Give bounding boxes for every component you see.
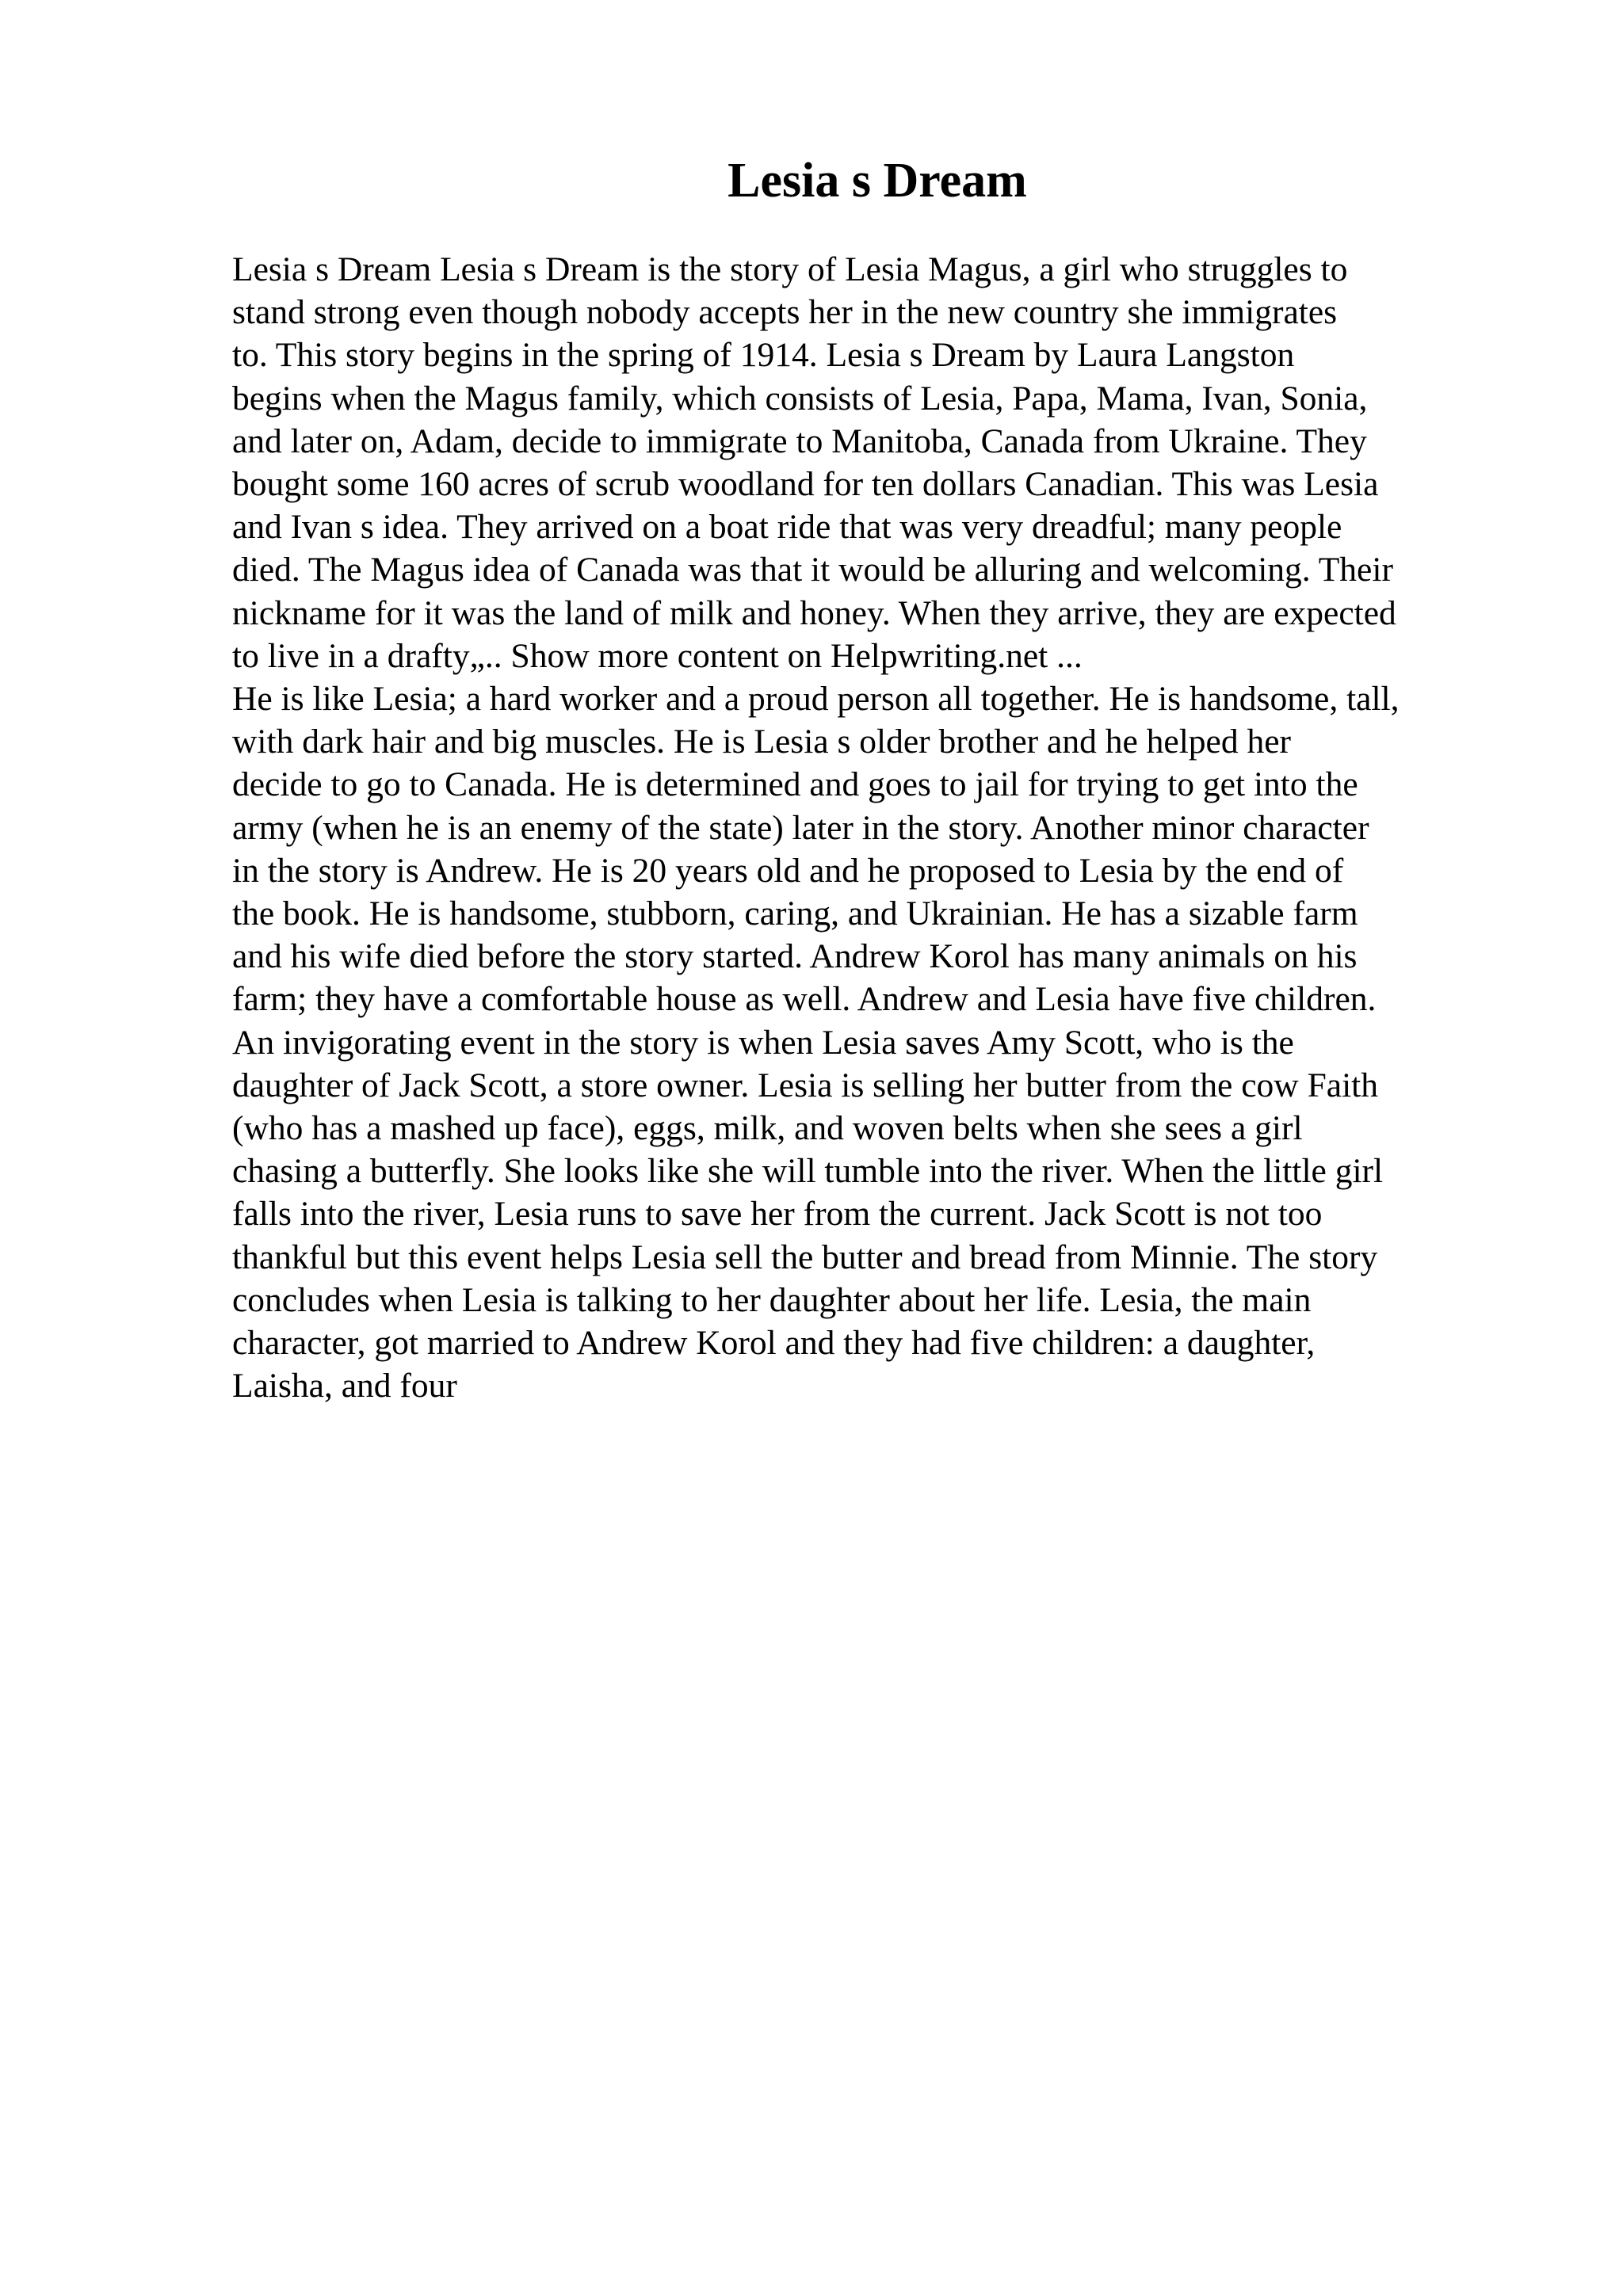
body-line: in the story is Andrew. He is 20 years old and he proposed to Lesia by the end of: [232, 851, 1344, 890]
body-line: begins when the Magus family, which consists of Lesia, Papa, Mama, Ivan, Sonia,: [232, 379, 1368, 418]
body-line: and Ivan s idea. They arrived on a boat ride that was very dreadful; many people: [232, 508, 1342, 547]
body-line: Laisha, and four: [232, 1367, 457, 1405]
body-line: army (when he is an enemy of the state) later in the story. Another minor character: [232, 808, 1369, 847]
body-line: and later on, Adam, decide to immigrate to Manitoba, Canada from Ukraine. They: [232, 421, 1367, 460]
body-line: Lesia s Dream Lesia s Dream is the story of Lesia Magus, a girl who struggles to: [232, 250, 1348, 288]
body-line: chasing a butterfly. She looks like she will tumble into the river. When the little girl: [232, 1152, 1384, 1191]
body-line: thankful but this event helps Lesia sell the butter and bread from Minnie. The story: [232, 1238, 1378, 1276]
body-line: nickname for it was the land of milk and honey. When they arrive, they are expected: [232, 593, 1396, 632]
body-line: and his wife died before the story started. Andrew Korol has many animals on his: [232, 937, 1358, 976]
body-line: to. This story begins in the spring of 1914. Lesia s Dream by Laura Langston: [232, 336, 1295, 375]
body-line: falls into the river, Lesia runs to save her from the current. Jack Scott is not too: [232, 1195, 1323, 1234]
body-line: concludes when Lesia is talking to her daughter about her life. Lesia, the main: [232, 1280, 1312, 1319]
body-line: the book. He is handsome, stubborn, caring, and Ukrainian. He has a sizable farm: [232, 894, 1358, 933]
body-line: character, got married to Andrew Korol and they had five children: a daughter,: [232, 1324, 1316, 1363]
body-line: daughter of Jack Scott, a store owner. Lesia is selling her butter from the cow Faith: [232, 1066, 1378, 1104]
body-line: An invigorating event in the story is when Lesia saves Amy Scott, who is the: [232, 1023, 1294, 1062]
body-line: to live in a drafty„.. Show more content on Helpwriting.net ...: [232, 636, 1083, 675]
body-line: farm; they have a comfortable house as well. Andrew and Lesia have five children.: [232, 980, 1377, 1019]
body-line: bought some 160 acres of scrub woodland for ten dollars Canadian. This was Lesia: [232, 465, 1379, 504]
body-line: died. The Magus idea of Canada was that it would be alluring and welcoming. Their: [232, 551, 1393, 589]
body-line: decide to go to Canada. He is determined and goes to jail for trying to get into the: [232, 765, 1358, 804]
body-line: stand strong even though nobody accepts her in the new country she immigrates: [232, 293, 1338, 332]
body-line: with dark hair and big muscles. He is Lesia s older brother and he helped her: [232, 723, 1292, 761]
body-line: He is like Lesia; a hard worker and a proud person all together. He is handsome, tall,: [232, 680, 1400, 719]
document-body: [232, 248, 1516, 1407]
body-line: (who has a mashed up face), eggs, milk, and woven belts when she sees a girl: [232, 1109, 1303, 1148]
document-title: Lesia s Dream: [727, 154, 1027, 208]
